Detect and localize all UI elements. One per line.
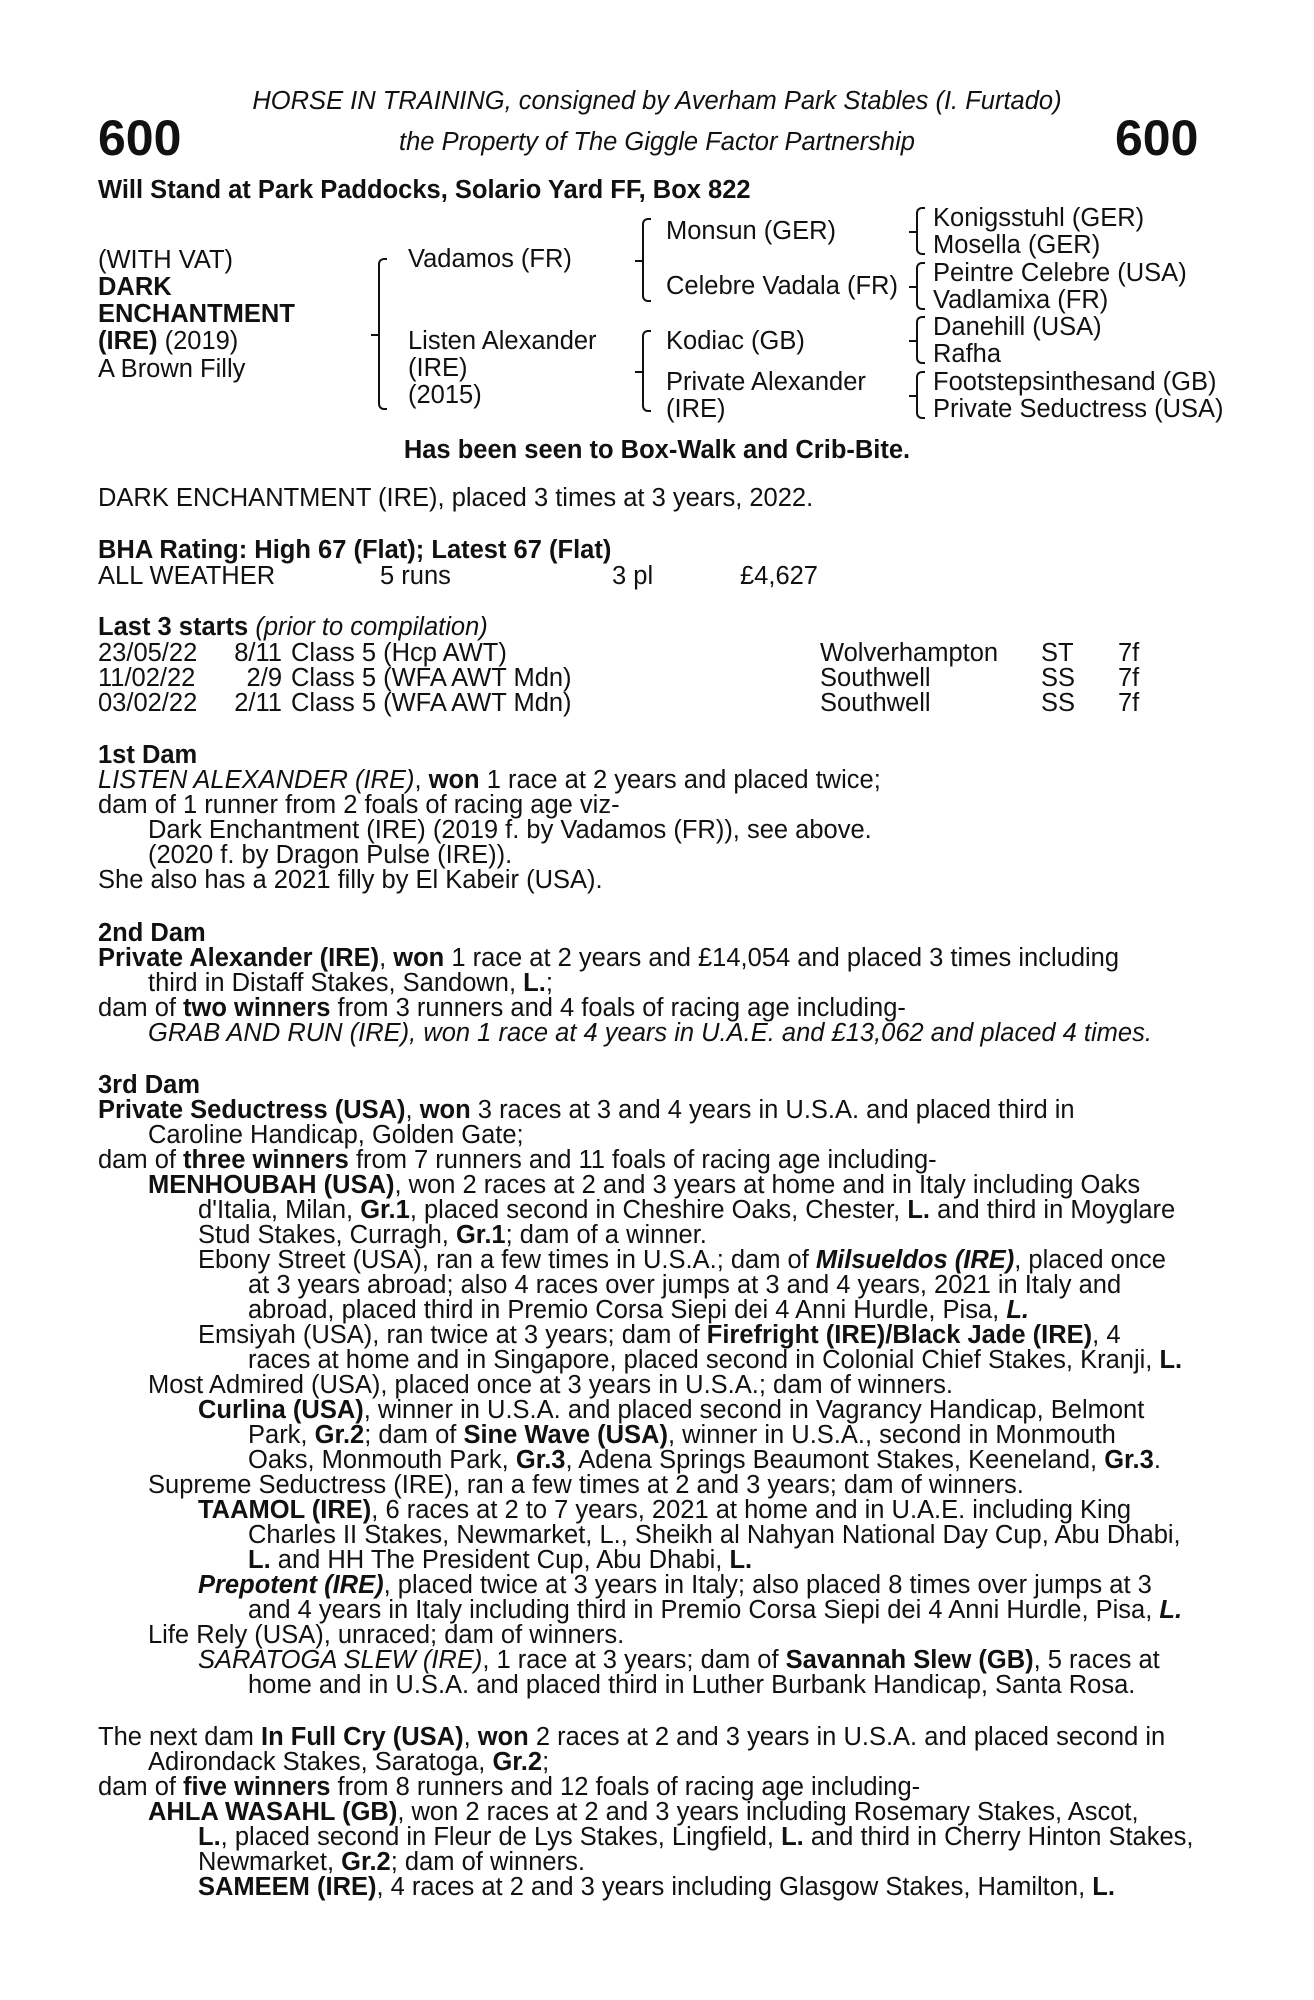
text-run: MENHOUBAH (USA) — [148, 1171, 395, 1199]
dam-dam-sire: Footstepsinthesand (GB) — [933, 368, 1217, 396]
text-run: 1 race at 2 years and placed twice; — [479, 766, 881, 794]
third-dam-line-2: Caroline Handicap, Golden Gate; — [148, 1121, 524, 1149]
text-run: 1 race at 2 years and £14,054 and placed 3 times including — [444, 944, 1120, 972]
text-run: L. — [198, 1823, 221, 1851]
text-run: ; dam of a winner. — [505, 1221, 707, 1249]
first-dam-heading: 1st Dam — [98, 741, 198, 769]
text-run: , 4 — [1092, 1321, 1121, 1349]
text-run: , placed once — [1014, 1246, 1166, 1274]
sire-dam-sire: Peintre Celebre (USA) — [933, 259, 1187, 287]
brace-sd — [916, 262, 925, 310]
text-run: , — [414, 766, 429, 794]
text-run: dam of — [98, 1773, 184, 1801]
text-run: five winners — [183, 1773, 331, 1801]
last-starts-note: (prior to compilation) — [248, 613, 488, 641]
start-distance: 7f — [1118, 664, 1140, 692]
start-distance: 7f — [1118, 689, 1140, 717]
text-run: d'Italia, Milan, — [198, 1196, 361, 1224]
sire-dam: Celebre Vadala (FR) — [666, 272, 898, 300]
text-run: Gr.3 — [515, 1446, 566, 1474]
rating-surface: ALL WEATHER — [98, 562, 276, 590]
start-date: 23/05/22 — [98, 639, 198, 667]
text-run: TAAMOL (IRE) — [198, 1496, 372, 1524]
consignor-line: HORSE IN TRAINING, consigned by Averham Park Stables (I. Furtado) — [252, 87, 1062, 115]
text-run: and HH The President Cup, Abu Dhabi, — [270, 1546, 730, 1574]
text-run: Newmarket, — [198, 1848, 342, 1876]
start-distance: 7f — [1118, 639, 1140, 667]
lot-number-right: 600 — [1115, 110, 1199, 166]
first-dam-produce: dam of 1 runner from 2 foals of racing age viz- — [98, 791, 620, 819]
produce-entry: Supreme Seductress (IRE), ran a few times at 2 and 3 years; dam of winners. — [148, 1471, 1024, 1499]
text-run: Gr.1 — [360, 1196, 410, 1224]
text-run: AHLA WASAHL (GB) — [148, 1798, 398, 1826]
text-run: Gr.2 — [314, 1421, 365, 1449]
text-run: , placed second in Fleur de Lys Stakes, Lingfield, — [220, 1823, 782, 1851]
start-going: SS — [1041, 689, 1076, 717]
race-summary: DARK ENCHANTMENT (IRE), placed 3 times at 3 years, 2022. — [98, 484, 814, 512]
text-run: Gr.1 — [455, 1221, 506, 1249]
owner-line: the Property of The Giggle Factor Partnership — [399, 128, 915, 156]
text-run: 3 races at 3 and 4 years in U.S.A. and placed third in — [470, 1096, 1075, 1124]
text-run: won — [477, 1723, 529, 1751]
start-race: Class 5 (WFA AWT Mdn) — [291, 664, 572, 692]
start-date: 03/02/22 — [98, 689, 198, 717]
text-run: , won 2 races at 2 and 3 years including Rosemary Stakes, Ascot, — [397, 1798, 1139, 1826]
rating-earnings: £4,627 — [740, 562, 818, 590]
first-dam-name: LISTEN ALEXANDER (IRE) — [98, 766, 415, 794]
text-run: races at home and in Singapore, placed second in Colonial Chief Stakes, Kranji, — [248, 1346, 1160, 1374]
sire-dam-dam: Vadlamixa (FR) — [933, 286, 1109, 314]
produce-entry: Charles II Stakes, Newmarket, L., Sheikh al Nahyan National Day Cup, Abu Dhabi, — [248, 1521, 1181, 1549]
text-run: L. — [729, 1546, 753, 1574]
sire: Vadamos (FR) — [408, 245, 572, 273]
dam-sire-sire: Danehill (USA) — [933, 313, 1102, 341]
text-run: L. — [1159, 1596, 1183, 1624]
brace-ds — [916, 316, 925, 364]
text-run: Gr.2 — [492, 1748, 543, 1776]
second-dam-foal: GRAB AND RUN (IRE), won 1 race at 4 years in U.A.E. and £13,062 and placed 4 times. — [148, 1019, 1152, 1047]
text-run: Gr.2 — [341, 1848, 391, 1876]
text-run: , 4 races at 2 and 3 years including Glasgow Stakes, Hamilton, — [376, 1873, 1093, 1901]
text-run: Sine Wave (USA) — [463, 1421, 668, 1449]
sire-sire: Monsun (GER) — [666, 217, 837, 245]
first-dam-foal-2: (2020 f. by Dragon Pulse (IRE)). — [148, 841, 513, 869]
text-run: Park, — [248, 1421, 315, 1449]
start-race: Class 5 (WFA AWT Mdn) — [291, 689, 572, 717]
text-run: Oaks, Monmouth Park, — [248, 1446, 516, 1474]
lot-number-left: 600 — [98, 110, 182, 166]
text-run: ; — [545, 969, 553, 997]
sire-sire-dam: Mosella (GER) — [933, 231, 1101, 259]
text-run: . — [1153, 1446, 1161, 1474]
pedigree-brace — [378, 258, 387, 410]
dam-name: Listen Alexander — [408, 327, 597, 355]
start-position: 2/9 — [246, 664, 282, 692]
produce-entry: home and in U.S.A. and placed third in Luther Burbank Handicap, Santa Rosa. — [248, 1671, 1136, 1699]
dam-country: (IRE) — [408, 354, 468, 382]
text-run: , — [379, 944, 394, 972]
start-position: 8/11 — [234, 639, 282, 667]
text-run: , placed twice at 3 years in Italy; also placed 8 times over jumps at 3 — [383, 1571, 1152, 1599]
text-run: , winner in U.S.A., second in Monmouth — [667, 1421, 1116, 1449]
text-run: L. — [1092, 1873, 1115, 1901]
produce-entry — [198, 1872, 1115, 1902]
text-run: SAMEEM (IRE) — [198, 1873, 377, 1901]
text-run: , placed second in Cheshire Oaks, Chester, — [409, 1196, 908, 1224]
dam-sire: Kodiac (GB) — [666, 327, 805, 355]
next-dam-name: In Full Cry (USA) — [261, 1723, 464, 1751]
horse-country: (IRE) — [98, 327, 158, 355]
text-run: , Adena Springs Beaumont Stakes, Keeneland, — [565, 1446, 1105, 1474]
text-run: Prepotent (IRE) — [198, 1571, 384, 1599]
text-run: dam of — [98, 994, 184, 1022]
vice-note: Has been seen to Box-Walk and Crib-Bite. — [403, 436, 911, 464]
dam-dam-line1: Private Alexander — [666, 368, 866, 396]
text-run: and third in Moyglare — [930, 1196, 1176, 1224]
text-run: , 5 races at — [1033, 1646, 1160, 1674]
bha-rating: BHA Rating: High 67 (Flat); Latest 67 (Flat) — [98, 536, 612, 564]
text-run: from 8 runners and 12 foals of racing age including- — [330, 1773, 921, 1801]
text-run: abroad, placed third in Premio Corsa Siepi dei 4 Anni Hurdle, Pisa, — [248, 1296, 1007, 1324]
text-run: , — [463, 1723, 478, 1751]
text-run: won — [419, 1096, 471, 1124]
start-race: Class 5 (Hcp AWT) — [291, 639, 507, 667]
rating-runs: 5 runs — [380, 562, 451, 590]
text-run: , — [405, 1096, 420, 1124]
produce-entry: Life Rely (USA), unraced; dam of winners. — [148, 1621, 625, 1649]
text-run: ; dam of winners. — [390, 1848, 585, 1876]
start-going: SS — [1041, 664, 1076, 692]
text-run: three winners — [183, 1146, 349, 1174]
text-run: L. — [907, 1196, 931, 1224]
text-run: L. — [523, 969, 546, 997]
text-run: ; dam of — [364, 1421, 464, 1449]
dam-dam-line2: (IRE) — [666, 395, 726, 423]
text-run: from 7 runners and 11 foals of racing age including- — [348, 1146, 937, 1174]
horse-description: A Brown Filly — [98, 355, 246, 383]
text-run: ; — [542, 1748, 550, 1776]
second-dam-heading: 2nd Dam — [98, 919, 206, 947]
third-dam-heading: 3rd Dam — [98, 1071, 201, 1099]
text-run: , winner in U.S.A. and placed second in Vagrancy Handicap, Belmont — [363, 1396, 1145, 1424]
brace-dd — [916, 371, 925, 419]
text-run: won — [393, 944, 445, 972]
brace-ss — [916, 207, 925, 255]
last-starts-title: Last 3 starts — [98, 613, 249, 641]
dam-dam-dam: Private Seductress (USA) — [933, 395, 1224, 423]
start-going: ST — [1041, 639, 1074, 667]
third-dam-name: Private Seductress (USA) — [98, 1096, 406, 1124]
start-course: Southwell — [820, 664, 931, 692]
dam-year: (2015) — [408, 381, 482, 409]
text-run: Gr.3 — [1104, 1446, 1154, 1474]
text-run: Emsiyah (USA), ran twice at 3 years; dam of — [198, 1321, 707, 1349]
text-run: L. — [248, 1546, 271, 1574]
text-run: , 6 races at 2 to 7 years, 2021 at home and in U.A.E. including King — [371, 1496, 1132, 1524]
text-run: L. — [1159, 1346, 1183, 1374]
text-run: , 1 race at 3 years; dam of — [482, 1646, 786, 1674]
horse-name-line2: ENCHANTMENT — [98, 300, 295, 328]
text-run: The next dam — [98, 1723, 261, 1751]
sire-line-brace — [642, 218, 651, 302]
text-run: Curlina (USA) — [198, 1396, 364, 1424]
text-run: Adirondack Stakes, Saratoga, — [148, 1748, 493, 1776]
vat-status: (WITH VAT) — [98, 246, 234, 274]
start-date: 11/02/22 — [98, 664, 196, 692]
text-run: and third in Cherry Hinton Stakes, — [803, 1823, 1194, 1851]
horse-name-line1: DARK — [98, 273, 172, 301]
first-dam-foal-1: Dark Enchantment (IRE) (2019 f. by Vadamos (FR)), see above. — [148, 816, 872, 844]
text-run: Savannah Slew (GB) — [785, 1646, 1034, 1674]
text-run: Stud Stakes, Curragh, — [198, 1221, 456, 1249]
start-course: Wolverhampton — [820, 639, 999, 667]
text-run: won — [428, 766, 480, 794]
text-run: L. — [781, 1823, 804, 1851]
sire-sire-sire: Konigsstuhl (GER) — [933, 204, 1145, 232]
text-run: third in Distaff Stakes, Sandown, — [148, 969, 524, 997]
text-run: dam of — [98, 1146, 184, 1174]
horse-origin-year — [98, 326, 238, 356]
dam-sire-dam: Rafha — [933, 340, 1002, 368]
start-course: Southwell — [820, 689, 931, 717]
dam-line-brace — [642, 330, 651, 412]
horse-year: (2019) — [157, 327, 239, 355]
text-run: and 4 years in Italy including third in Premio Corsa Siepi dei 4 Anni Hurdle, Pisa, — [248, 1596, 1160, 1624]
produce-entry: at 3 years abroad; also 4 races over jumps at 3 and 4 years, 2021 in Italy and — [248, 1271, 1122, 1299]
text-run: , won 2 races at 2 and 3 years at home and in Italy including Oaks — [394, 1171, 1141, 1199]
text-run: 2 races at 2 and 3 years in U.S.A. and placed second in — [528, 1723, 1166, 1751]
text-run: Ebony Street (USA), ran a few times in U.S.A.; dam of — [198, 1246, 816, 1274]
text-run: Milsueldos (IRE) — [815, 1246, 1015, 1274]
text-run: two winners — [183, 994, 331, 1022]
produce-entry: Most Admired (USA), placed once at 3 years in U.S.A.; dam of winners. — [148, 1371, 954, 1399]
text-run: Firefright (IRE)/Black Jade (IRE) — [706, 1321, 1093, 1349]
text-run: from 3 runners and 4 foals of racing age including- — [330, 994, 906, 1022]
text-run: SARATOGA SLEW (IRE) — [198, 1646, 483, 1674]
start-position: 2/11 — [234, 689, 282, 717]
first-dam-foal-3: She also has a 2021 filly by El Kabeir (USA). — [98, 866, 603, 894]
second-dam-name: Private Alexander (IRE) — [98, 944, 380, 972]
rating-placed: 3 pl — [612, 562, 654, 590]
text-run: L. — [1006, 1296, 1029, 1324]
stand-location: Will Stand at Park Paddocks, Solario Yard FF, Box 822 — [98, 176, 751, 204]
